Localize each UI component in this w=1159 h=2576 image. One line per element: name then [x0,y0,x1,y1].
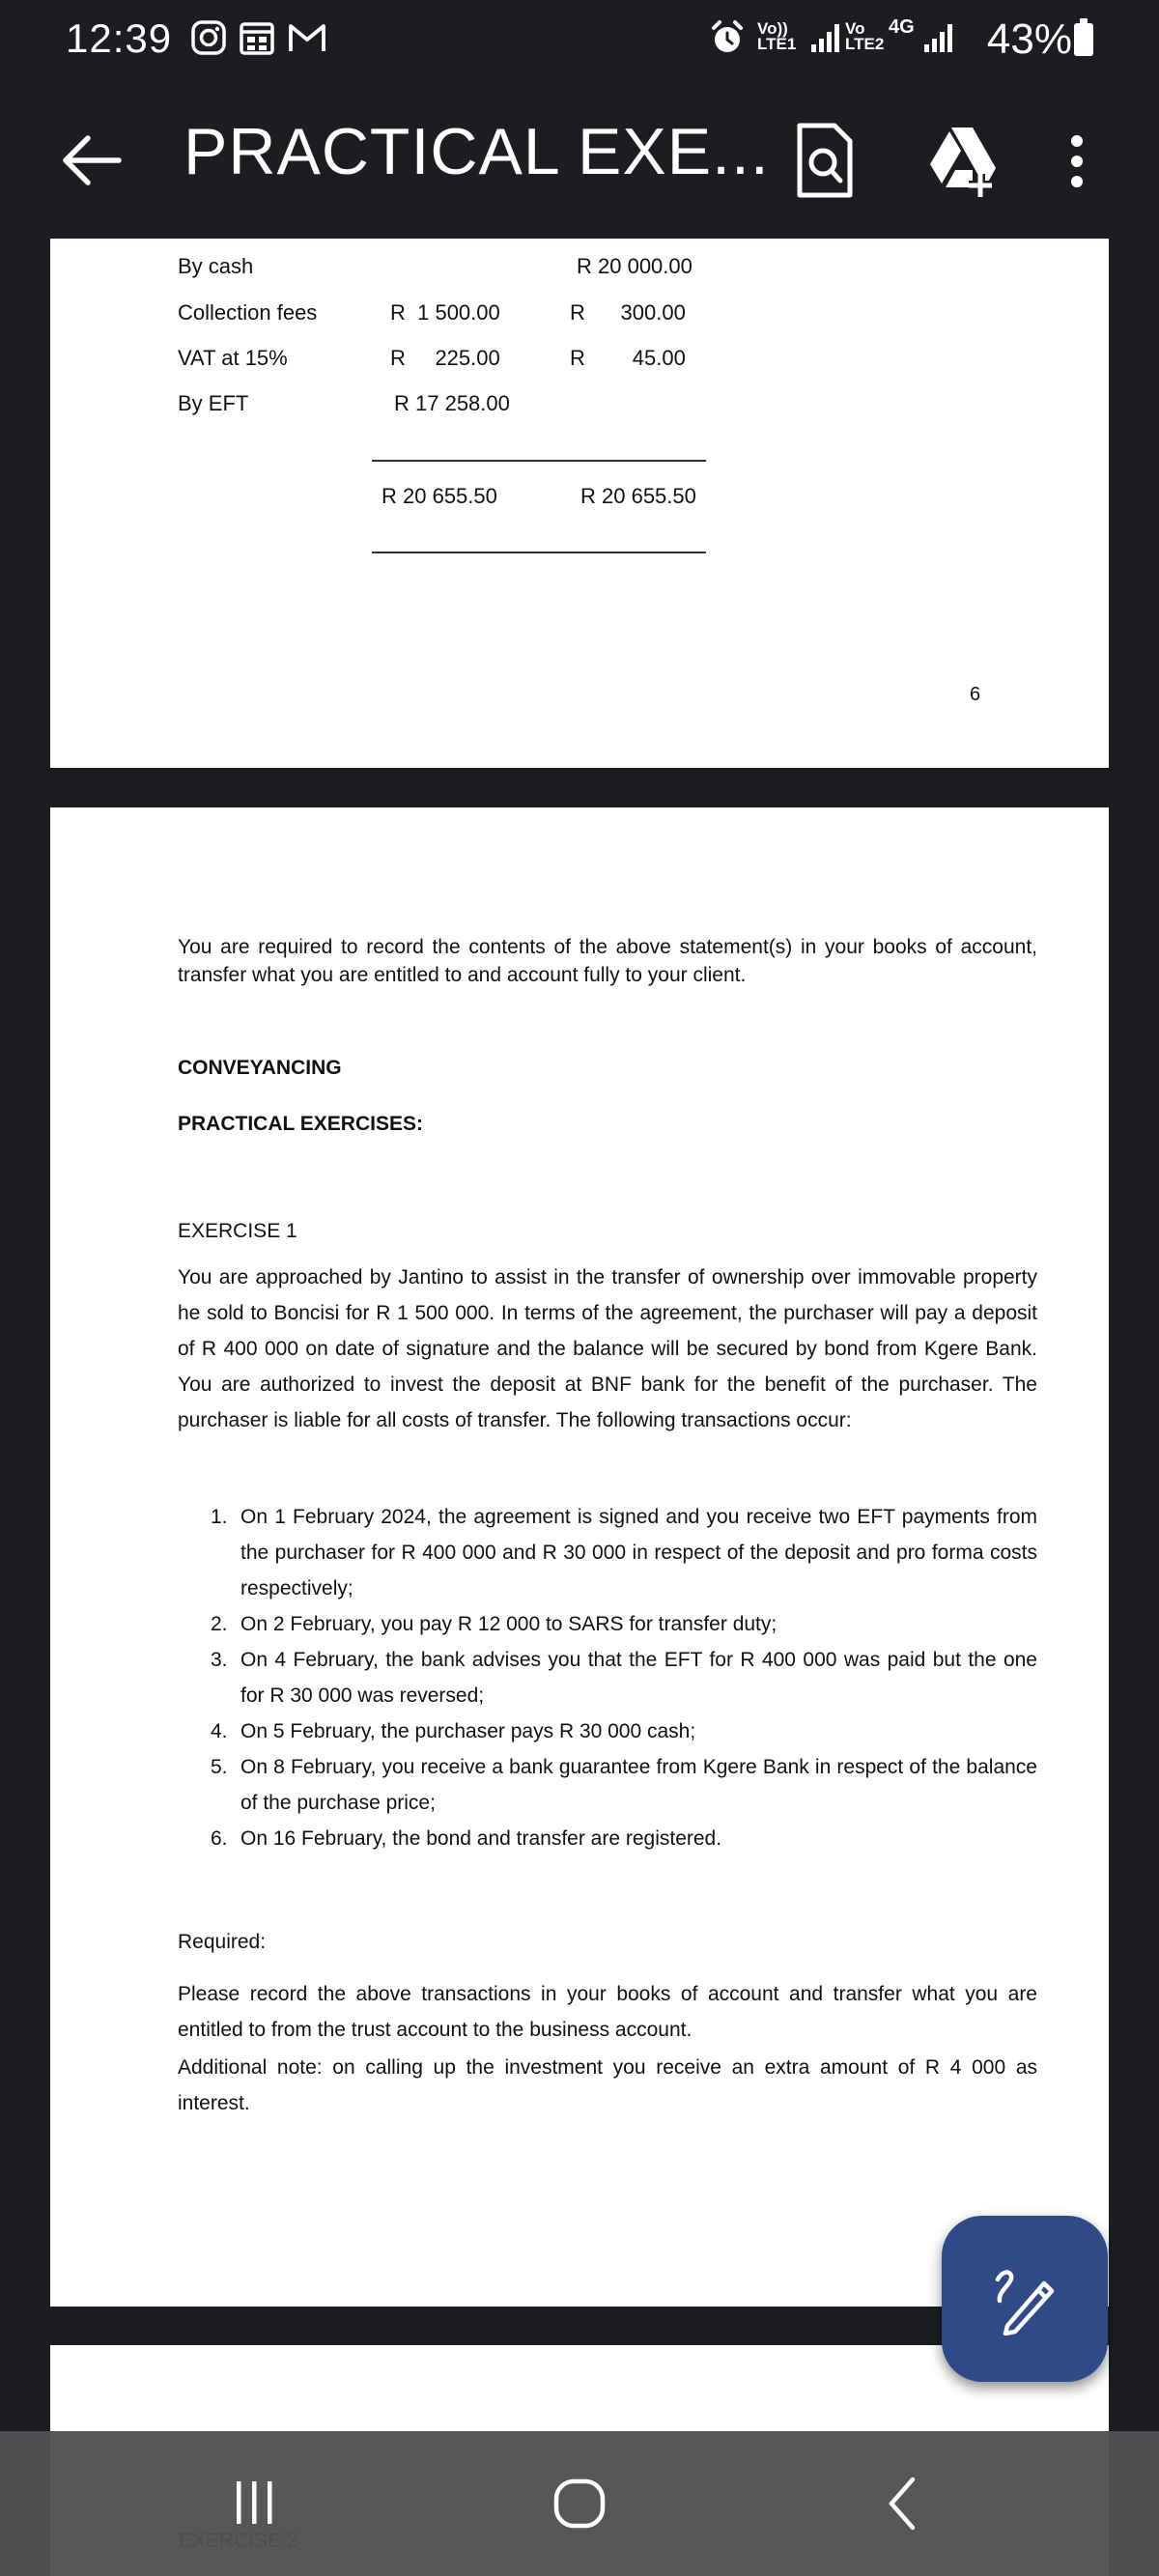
list-text: On 1 February 2024, the agreement is signed and you receive two EFT payments from the purchaser for R 400 000 and R 30 000 in respect of the deposit and pro forma costs respectively; [240,1506,1037,1599]
add-to-drive-icon[interactable] [922,120,1004,201]
sub-heading: PRACTICAL EXERCISES: [178,1113,423,1135]
list-item [178,1821,1037,1856]
calendar-notification-icon [239,19,275,56]
sim1-label: Vo)) LTE1 [757,19,797,53]
signal-sim1-icon [809,19,844,56]
more-options-icon[interactable] [1053,120,1101,201]
app-bar [0,97,1159,222]
row-vat-col1: R 225.00 [390,346,500,370]
edit-pen-icon [988,2262,1061,2335]
back-nav-icon[interactable] [855,2460,951,2547]
row-label-collection-fees: Collection fees [178,300,318,325]
signal-sim2-icon [922,19,957,56]
list-number: 4. [211,1720,228,1742]
list-item [178,1642,1037,1713]
total-col2: R 20 655.50 [580,484,696,508]
document-title: PRACTICAL EXE... [184,115,770,188]
list-text: On 2 February, you pay R 12 000 to SARS for transfer duty; [240,1613,777,1635]
list-number: 5. [211,1756,228,1778]
document-page-7 [50,807,1109,2307]
required-text: Please record the above transactions in your books of account and transfer what you are entitled to from the trust account to the business account. [178,1983,1037,2041]
transaction-list [178,1499,1037,1856]
find-in-document-icon[interactable] [784,120,865,201]
row-eft-col1: R 17 258.00 [394,391,510,415]
gmail-notification-icon [287,19,327,56]
row-collection-col1: R 1 500.00 [390,300,500,325]
list-item [178,1749,1037,1821]
list-number: 6. [211,1827,228,1850]
document-page-6 [50,239,1109,768]
list-text: On 8 February, you receive a bank guarantee from Kgere Bank in respect of the balance of the purchase price; [240,1756,1037,1814]
row-collection-col2: R 300.00 [570,300,686,325]
battery-percent: 43% [986,15,1072,63]
status-bar [0,0,1159,82]
list-text: On 5 February, the purchaser pays R 30 000 cash; [240,1720,696,1742]
exercise-title: EXERCISE 1 [178,1220,297,1242]
instagram-notification-icon [190,19,227,56]
total-rule-bottom [372,552,706,553]
clock: 12:39 [66,15,173,61]
list-item [178,1713,1037,1749]
alarm-icon [709,19,746,56]
back-arrow-icon[interactable] [53,122,130,199]
recent-apps-icon[interactable] [206,2460,302,2547]
section-heading: CONVEYANCING [178,1057,342,1079]
list-number: 3. [211,1649,228,1671]
sim2-label: Vo LTE2 [845,19,885,53]
list-number: 1. [211,1506,228,1528]
row-label-cash: By cash [178,254,254,278]
page-number: 6 [970,684,981,705]
row-cash-col2: R 20 000.00 [577,254,693,278]
list-text: On 16 February, the bond and transfer are registered. [240,1827,722,1850]
total-col1: R 20 655.50 [382,484,497,508]
required-label: Required: [178,1931,267,1953]
intro-paragraph: You are required to record the contents of the above statement(s) in your books of account, transfer what you are entitled to and account fully to your client. [178,936,1037,986]
row-label-vat: VAT at 15% [178,346,288,370]
system-nav-bar [0,2431,1159,2576]
additional-note: Additional note: on calling up the investment you receive an extra amount of R 4 000 as interest. [178,2056,1037,2114]
list-text: On 4 February, the bank advises you that the EFT for R 400 000 was paid but the one for R 30 000 was reversed; [240,1649,1037,1707]
list-number: 2. [211,1613,228,1635]
network-type: 4G [889,16,915,38]
row-vat-col2: R 45.00 [570,346,686,370]
exercise-body: You are approached by Jantino to assist in the transfer of ownership over immovable property he sold to Boncisi for R 1 500 000. In terms of the agreement, the purchaser will pay a deposit of R 400 000 on date of signature and the balance will be secured by bond from Kgere Bank. You are authorized to invest the deposit at BNF bank for the benefit of the purchaser. The purchaser is liable for all costs of transfer. The following transactions occur: [178,1266,1037,1431]
home-icon[interactable] [531,2460,628,2547]
list-item [178,1606,1037,1642]
list-item [178,1499,1037,1606]
row-label-eft: By EFT [178,391,249,415]
battery-icon [1074,23,1093,56]
edit-fab-button[interactable] [942,2216,1108,2382]
total-rule-top [372,460,706,462]
